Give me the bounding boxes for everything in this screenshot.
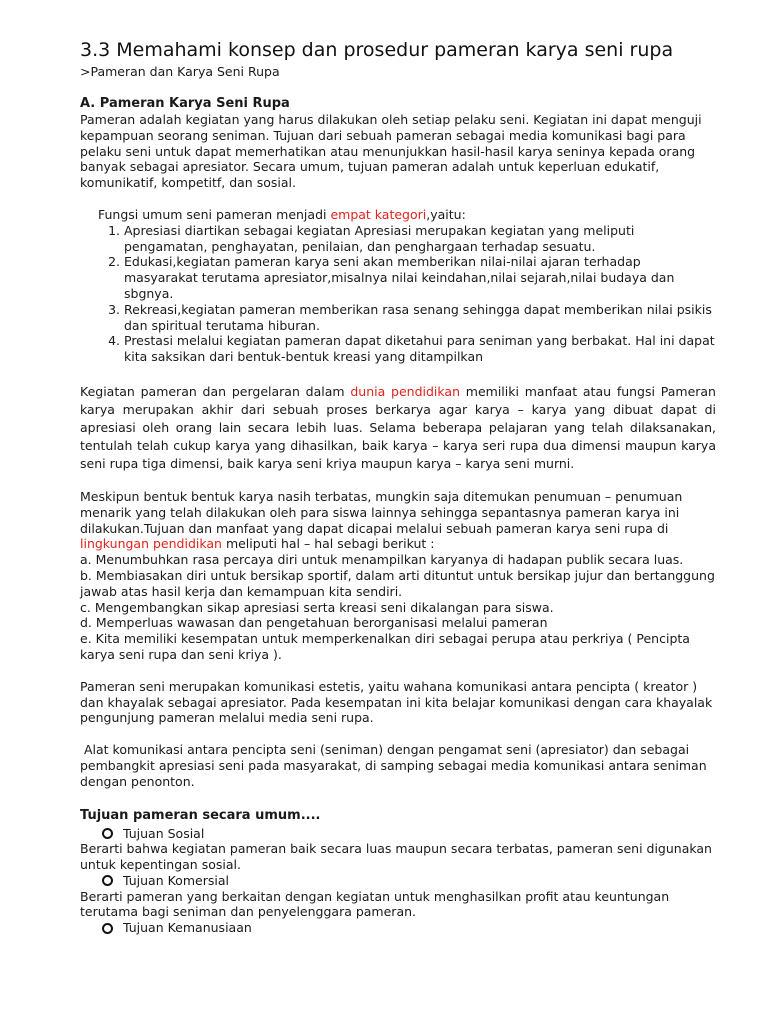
fungsi-list [80, 223, 716, 365]
manfaat-item-b: b. Membiasakan diri untuk bersikap sportif, dalam arti dituntut untuk bersikap jujur dan bertanggung jawab atas hasil kerja dan kemampuan kita sendiri. [80, 567, 715, 599]
pendidikan-after: memiliki manfaat atau fungsi Pameran karya merupakan akhir dari sebuah proses berkarya agar karya – karya yang dibuat dapat di apresiasi oleh orang lain secara lebih luas. Selama beberapa pelajaran yang telah dilaksanakan, tentulah telah cukup karya yang dihasilkan, baik karya – karya seri rupa dua dimensi maupun karya seni rupa tiga dimensi, baik karya seni kriya maupun karya – karya seni murni. [80, 383, 716, 471]
empat-kategori-link[interactable]: empat kategori [330, 206, 427, 222]
circle-bullet-icon [102, 923, 113, 934]
meskipun-paragraph [80, 489, 716, 552]
tujuan-sosial-text: Berarti bahwa kegiatan pameran baik secara luas maupun secara terbatas, pameran seni digunakan untuk kepentingan sosial. [80, 841, 712, 873]
fungsi-intro-before: Fungsi umum seni pameran menjadi [98, 206, 331, 222]
section-a-paragraph: Pameran adalah kegiatan yang harus dilakukan oleh setiap pelaku seni. Kegiatan ini dapat menguji kepampuan seorang seniman. Tujuan dari sebuah pameran sebagai media komunikasi bagi para pelaku seni untuk dapat memerhatikan atau menunjukkan hasil-hasil karya seninya kepada orang banyak sebagai apresiator. Secara umum, tujuan pameran adalah untuk keperluan edukatif, komunikatif, kompetitf, dan sosial. [80, 112, 702, 191]
circle-bullet-icon [102, 828, 113, 839]
document-page [80, 38, 716, 936]
meskipun-before: Meskipun bentuk bentuk karya nasih terbatas, mungkin saja ditemukan penumuan – penumuan menarik yang telah dilakukan oleh para siswa lainnya sehingga sepantasnya pameran karya ini dilakukan.Tujuan dan manfaat yang dapat dicapai melalui sebuah pameran karya seni rupa di [80, 488, 683, 536]
page-subtitle: >Pameran dan Karya Seni Rupa [80, 64, 280, 79]
lingkungan-pendidikan-link[interactable]: lingkungan pendidikan [80, 536, 222, 552]
fungsi-item-apresiasi: 1. Apresiasi diartikan sebagai kegiatan Apresiasi merupakan kegiatan yang meliputi pengamatan, penghayatan, penilaian, dan penghargaan terhadap sesuatu. [124, 223, 716, 255]
tujuan-kemanusiaan-bullet [80, 920, 716, 936]
tujuan-komersial-text: Berarti pameran yang berkaitan dengan kegiatan untuk menghasilkan profit atau keuntungan terutama bagi seniman dan penyelenggara pameran. [80, 888, 670, 920]
fungsi-item-edukasi: 2. Edukasi,kegiatan pameran karya seni akan memberikan nilai-nilai ajaran terhadap masyarakat terutama apresiator,misalnya nilai keindahan,nilai sejarah,nilai budaya dan sbgnya. [124, 254, 716, 301]
circle-bullet-icon [102, 875, 113, 886]
dunia-pendidikan-link[interactable]: dunia pendidikan [350, 383, 460, 399]
fungsi-intro [98, 207, 716, 223]
tujuan-komersial-label: Tujuan Komersial [123, 872, 229, 888]
meskipun-block [80, 489, 716, 663]
meskipun-after: meliputi hal – hal sebagi berikut : [221, 536, 435, 552]
fungsi-item-rekreasi: 3. Rekreasi,kegiatan pameran memberikan rasa senang sehingga dapat memberikan nilai psikis dan spiritual terutama hiburan. [124, 302, 716, 334]
komunikasi-paragraph: Pameran seni merupakan komunikasi estetis, yaitu wahana komunikasi antara pencipta ( kreator ) dan khayalak sebagai apresiator. Pada kesempatan ini kita belajar komunikasi dengan cara khayalak pengunjung pameran melalui media seni rupa. [80, 678, 713, 726]
tujuan-komersial-bullet [80, 873, 716, 889]
pendidikan-before: Kegiatan pameran dan pergelaran dalam [80, 383, 351, 399]
pendidikan-paragraph [80, 383, 716, 473]
alat-paragraph: Alat komunikasi antara pencipta seni (seniman) dengan pengamat seni (apresiator) dan sebagai pembangkit apresiasi seni pada masyarakat, di samping sebagai media komunikasi antara seniman dengan penonton. [80, 742, 711, 789]
manfaat-item-a: a. Menumbuhkan rasa percaya diri untuk menampilkan karyanya di hadapan publik secara luas. [80, 552, 684, 568]
tujuan-kemanusiaan-label: Tujuan Kemanusiaan [123, 920, 252, 936]
page-title: 3.3 Memahami konsep dan prosedur pameran karya seni rupa [80, 39, 674, 61]
fungsi-item-prestasi: 4. Prestasi melalui kegiatan pameran dapat diketahui para seniman yang berbakat. Hal ini dapat kita saksikan dari bentuk-bentuk kreasi yang ditampilkan [124, 333, 716, 365]
fungsi-intro-after: ,yaitu: [426, 206, 466, 222]
manfaat-item-d: d. Memperluas wawasan dan pengetahuan berorganisasi melalui pameran [80, 615, 548, 631]
section-a-heading: A. Pameran Karya Seni Rupa [80, 96, 290, 111]
tujuan-sosial-bullet [80, 826, 716, 842]
manfaat-item-e: e. Kita memiliki kesempatan untuk memperkenalkan diri sebagai perupa atau perkriya ( Pencipta karya seni rupa dan seni kriya ). [80, 631, 690, 662]
tujuan-heading: Tujuan pameran secara umum.... [80, 807, 321, 823]
tujuan-sosial-label: Tujuan Sosial [123, 825, 205, 841]
manfaat-item-c: c. Mengembangkan sikap apresiasi serta kreasi seni dikalangan para siswa. [80, 599, 554, 615]
